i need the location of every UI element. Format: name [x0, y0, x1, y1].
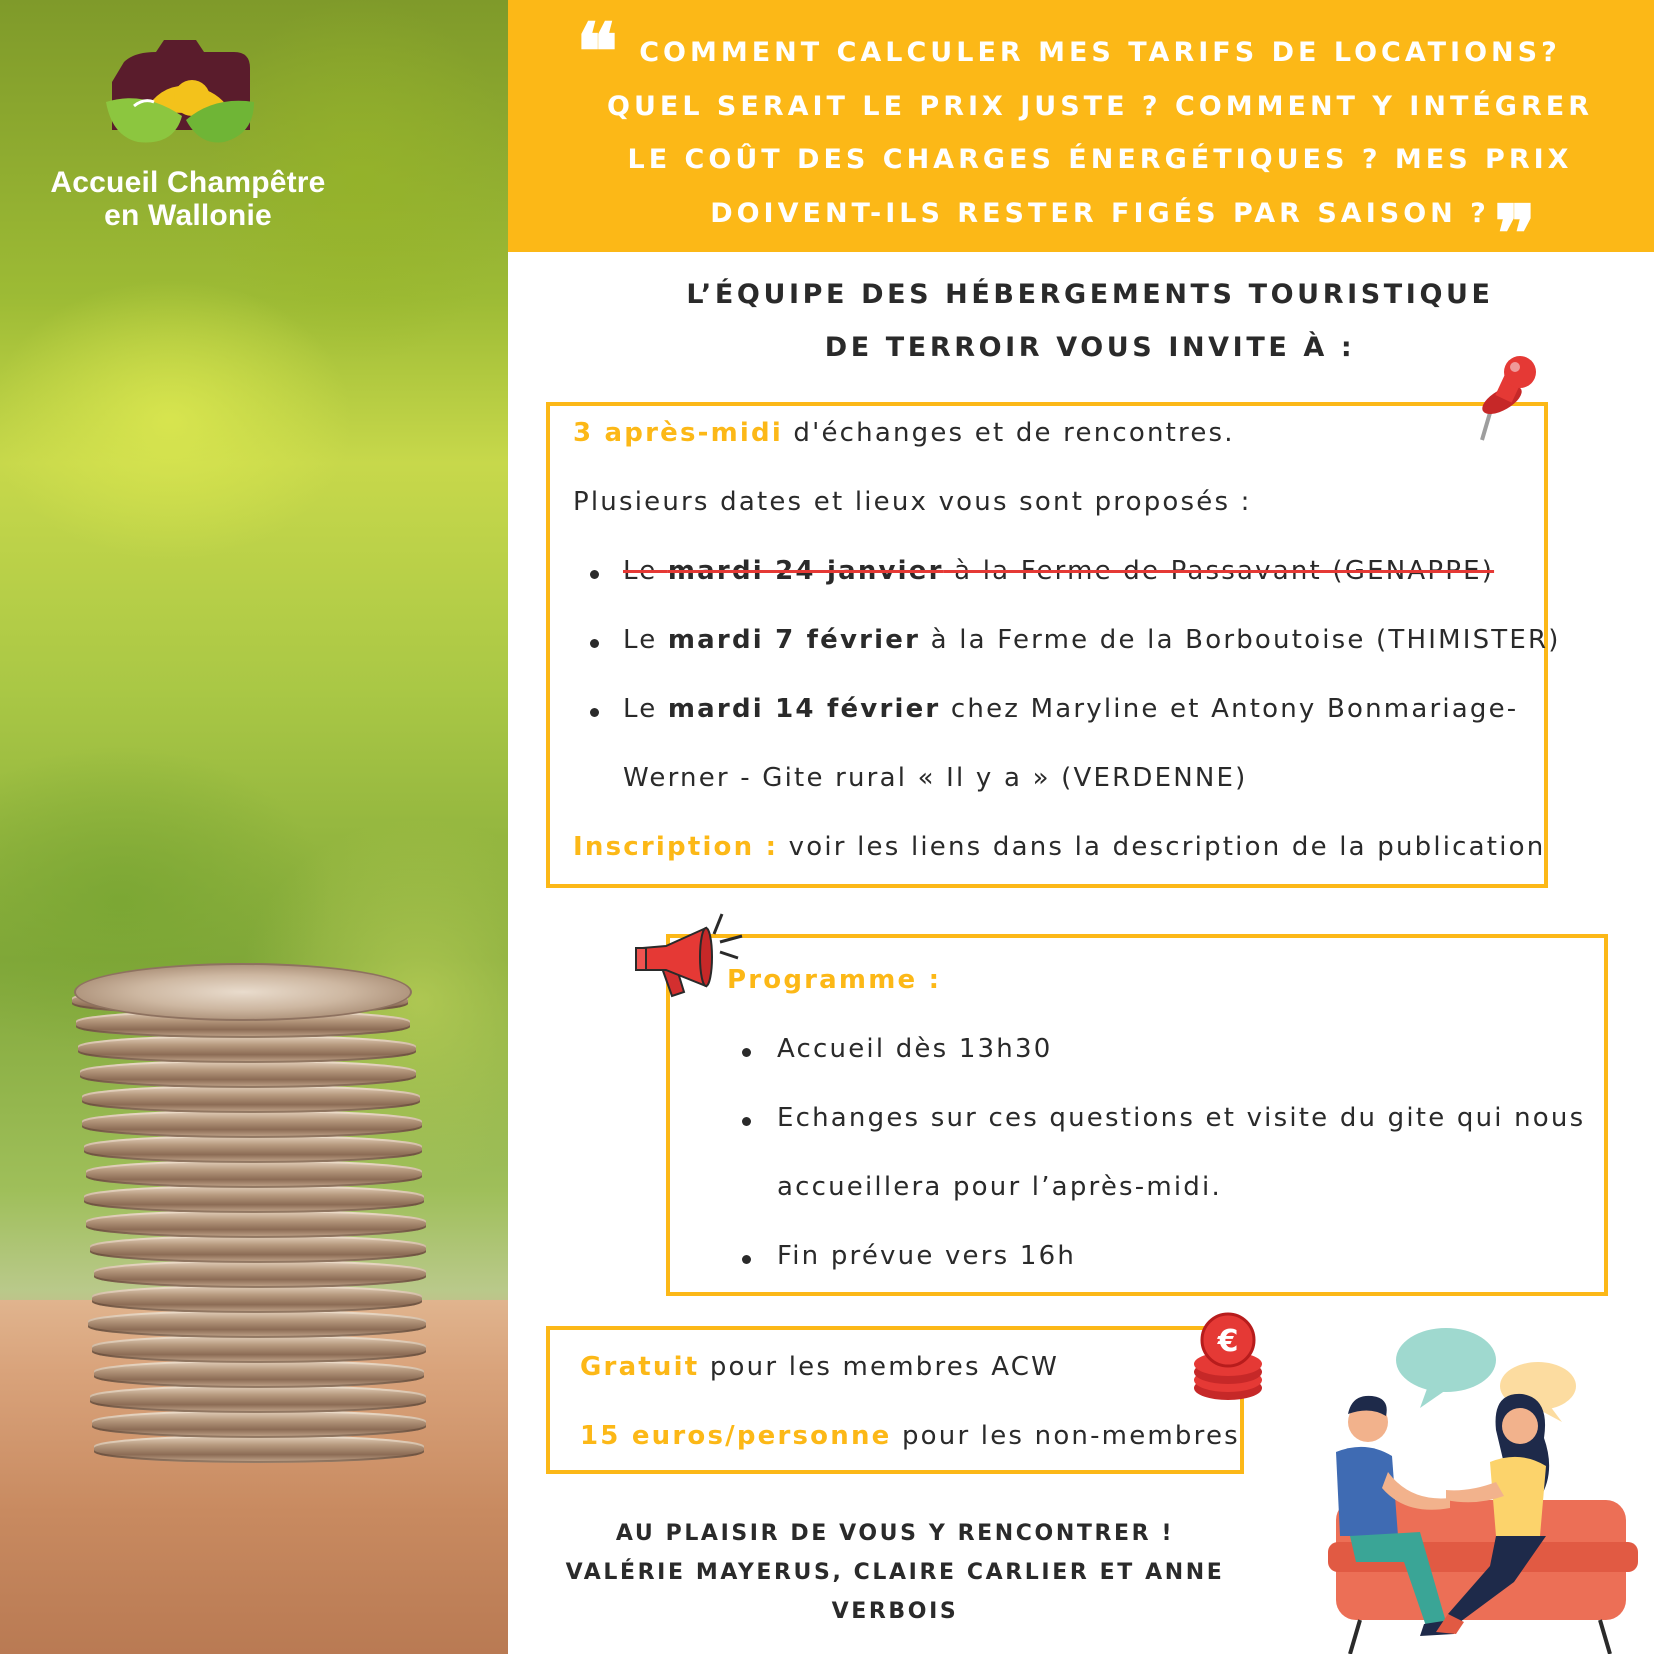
bullet	[742, 1048, 751, 1057]
free-label: Gratuit	[580, 1352, 700, 1382]
conversation-illustration	[1300, 1322, 1654, 1654]
inscription-text: voir les liens dans la description de la publication	[778, 832, 1546, 862]
dates-intro: Plusieurs dates et lieux vous sont proposés :	[573, 487, 1252, 517]
closing-message	[540, 1514, 1250, 1631]
bullet	[742, 1117, 751, 1126]
event-highlight: 3 après-midi	[573, 418, 783, 448]
date-item-2: Le mardi 7 février à la Ferme de la Borboutoise (THIMISTER)	[623, 625, 1561, 655]
quote-line-3: LE COÛT DES CHARGES ÉNERGÉTIQUES ? MES PRIX	[627, 144, 1573, 175]
date-2: mardi 7 février	[667, 625, 921, 655]
logo	[32, 38, 332, 238]
price-label: 15 euros/personne	[580, 1421, 892, 1451]
bullet	[590, 639, 599, 648]
quote-line-1: COMMENT CALCULER MES TARIFS DE LOCATIONS?	[639, 37, 1561, 68]
date-item-1-cancelled: Le mardi 24 janvier à la Ferme de Passavant (GENAPPE)	[623, 556, 1495, 586]
programme-item-2-cont: accueillera pour l’après-midi.	[777, 1172, 1222, 1202]
logo-house-icon	[104, 38, 258, 150]
bullet	[742, 1255, 751, 1264]
logo-line-2: en Wallonie	[104, 199, 272, 232]
event-intro-rest: d'échanges et de rencontres.	[782, 418, 1235, 448]
quote-line-2: QUEL SERAIT LE PRIX JUSTE ? COMMENT Y INTÉGRER	[607, 90, 1593, 122]
event-intro	[573, 418, 1235, 448]
programme-item-3: Fin prévue vers 16h	[777, 1241, 1077, 1271]
logo-line-1: Accueil Champêtre	[50, 166, 326, 199]
price-text: pour les non-membres	[891, 1421, 1240, 1451]
closing-line-2: VALÉRIE MAYERUS, CLAIRE CARLIER ET ANNE VERBOIS	[565, 1560, 1225, 1624]
pricing-paid	[580, 1421, 1240, 1451]
invite-line-2: DE TERROIR VOUS INVITE À :	[824, 332, 1356, 363]
quote-text	[560, 26, 1640, 240]
open-quote-icon: ❝	[576, 7, 618, 98]
quote-line-4: DOIVENT-ILS RESTER FIGÉS PAR SAISON ?	[710, 197, 1490, 229]
inscription	[573, 832, 1545, 862]
date-3: mardi 14 février	[667, 694, 941, 724]
pricing-box	[546, 1326, 1244, 1474]
inscription-label: Inscription :	[573, 832, 779, 862]
date-1: mardi 24 janvier	[667, 556, 944, 586]
programme-label: Programme :	[727, 965, 942, 995]
pushpin-icon	[1472, 354, 1544, 444]
coin-stack-illustration	[72, 965, 442, 1485]
closing-line-1: AU PLAISIR DE VOUS Y RENCONTRER !	[615, 1521, 1175, 1546]
svg-text:€: €	[1217, 1324, 1239, 1359]
programme-item-2: Echanges sur ces questions et visite du gite qui nous	[777, 1103, 1586, 1133]
pricing-free	[580, 1352, 1059, 1382]
date-item-3-cont: Werner - Gite rural « Il y a » (VERDENNE)	[623, 763, 1248, 793]
euro-coins-icon	[1186, 1310, 1272, 1404]
bullet	[590, 570, 599, 579]
free-text: pour les membres ACW	[699, 1352, 1059, 1382]
close-quote-icon: ❞	[1494, 189, 1536, 280]
coins-photo	[0, 0, 508, 1654]
bullet	[590, 708, 599, 717]
invite-line-1: L’ÉQUIPE DES HÉBERGEMENTS TOURISTIQUE	[686, 279, 1494, 310]
date-item-3: Le mardi 14 février chez Maryline et Antony Bonmariage-	[623, 694, 1519, 724]
invite-heading	[560, 268, 1620, 374]
programme-item-1: Accueil dès 13h30	[777, 1034, 1053, 1064]
